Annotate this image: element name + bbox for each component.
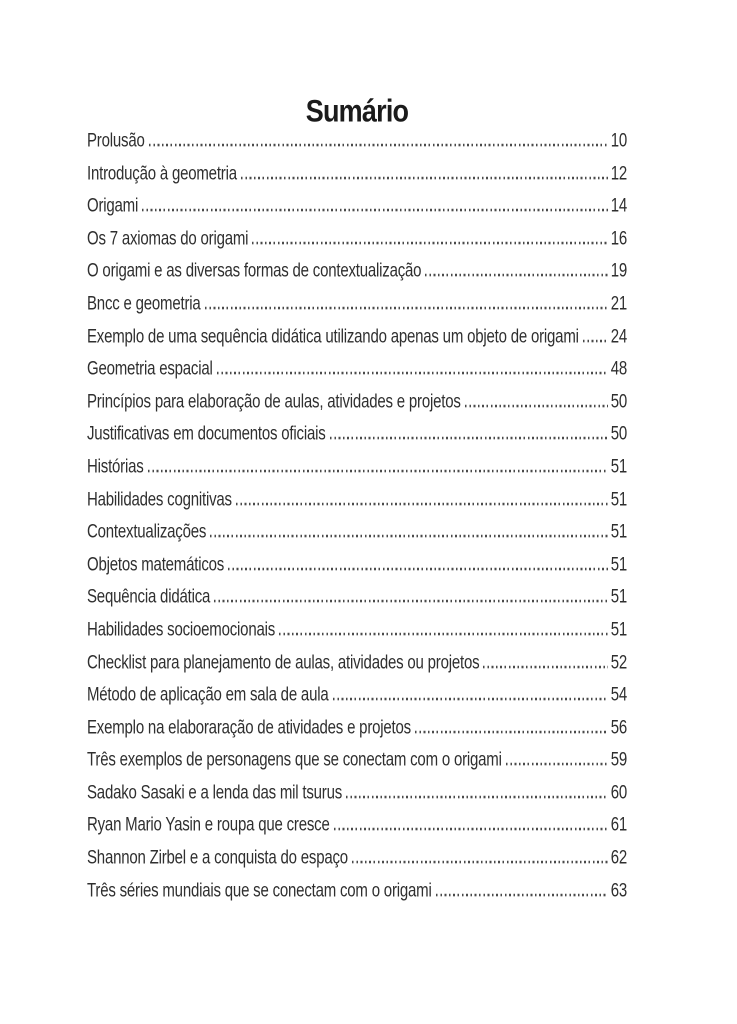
- toc-entry-page-number: 21: [610, 292, 627, 315]
- dot-leader: [236, 503, 608, 505]
- toc-entry-label: Geometria espacial: [87, 357, 213, 380]
- toc-entry-page-number: 51: [610, 488, 627, 510]
- dot-leader: [279, 633, 608, 635]
- dot-leader: [217, 372, 608, 374]
- toc-entry-label: Bncc e geometria: [87, 292, 201, 315]
- toc-entry-page-number: 63: [610, 879, 627, 902]
- dot-leader: [333, 698, 608, 700]
- dot-leader: [149, 144, 608, 146]
- toc-entry: [87, 869, 627, 911]
- dot-leader: [241, 177, 608, 179]
- toc-entry-page-number: 51: [610, 455, 627, 478]
- toc-entry-label: Contextualizações: [87, 520, 207, 543]
- toc-entry-label: Três séries mundiais que se conectam com o origami: [87, 879, 432, 902]
- toc-entry-page-number: 24: [610, 325, 627, 347]
- toc-entry-page-number: 62: [610, 846, 627, 869]
- toc-entry-label: Origami: [87, 194, 139, 217]
- toc-entry-label: Os 7 axiomas do origami: [87, 227, 249, 250]
- toc-entry-page-number: 51: [610, 553, 627, 576]
- dot-leader: [352, 861, 608, 863]
- dot-leader: [334, 829, 608, 831]
- dot-leader: [228, 568, 608, 570]
- toc-entry-page-number: 14: [610, 194, 627, 217]
- toc-entry-page-number: 12: [610, 162, 627, 185]
- toc-entry-page-number: 51: [610, 618, 627, 641]
- dot-leader: [252, 242, 607, 244]
- dot-leader: [483, 666, 607, 668]
- toc-entry-page-number: 56: [610, 716, 627, 739]
- toc-entry-page-number: 19: [610, 260, 627, 282]
- toc-entry-label: Princípios para elaboração de aulas, atividades e projetos: [87, 390, 461, 413]
- toc-entry-label: O origami e as diversas formas de contextualização: [87, 260, 422, 282]
- toc-entry-label: Habilidades cognitivas: [87, 488, 232, 510]
- toc-entry-label: Exemplo de uma sequência didática utilizando apenas um objeto de origami: [87, 325, 579, 347]
- toc-entry-label: Habilidades socioemocionais: [87, 618, 276, 641]
- dot-leader: [583, 340, 608, 342]
- dot-leader: [436, 894, 608, 896]
- dot-leader: [210, 535, 608, 537]
- toc-entry-page-number: 50: [610, 423, 627, 445]
- toc-entry-page-number: 48: [610, 357, 627, 380]
- page-title: Sumário: [305, 94, 409, 129]
- toc-entry-label: Sadako Sasaki e a lenda das mil tsurus: [87, 781, 343, 804]
- dot-leader: [330, 438, 608, 440]
- toc-entry-page-number: 59: [610, 748, 627, 771]
- dot-leader: [415, 731, 608, 733]
- toc-entry-label: Sequência didática: [87, 585, 211, 608]
- toc-entry-page-number: 52: [610, 651, 627, 673]
- toc-entry-page-number: 50: [610, 390, 627, 413]
- dot-leader: [506, 763, 608, 765]
- toc-entry-label: Histórias: [87, 455, 144, 478]
- dot-leader: [465, 405, 608, 407]
- dot-leader: [148, 470, 608, 472]
- dot-leader: [425, 275, 607, 277]
- toc-entry-page-number: 61: [610, 814, 627, 836]
- toc-entry-label: Introdução à geometria: [87, 162, 237, 185]
- toc-entry-page-number: 51: [610, 520, 627, 543]
- toc-list: [87, 124, 627, 906]
- dot-leader: [142, 209, 608, 211]
- toc-entry-label: Objetos matemáticos: [87, 553, 225, 576]
- toc-entry-page-number: 51: [610, 585, 627, 608]
- toc-entry-label: Exemplo na elaboraração de atividades e projetos: [87, 716, 411, 739]
- toc-entry-page-number: 16: [610, 227, 627, 250]
- toc-entry-label: Prolusão: [87, 129, 145, 152]
- dot-leader: [346, 796, 608, 798]
- toc-entry-label: Método de aplicação em sala de aula: [87, 683, 329, 706]
- toc-entry-label: Checklist para planejamento de aulas, atividades ou projetos: [87, 651, 480, 673]
- dot-leader: [205, 307, 608, 309]
- toc-entry-label: Ryan Mario Yasin e roupa que cresce: [87, 814, 330, 836]
- toc-entry-page-number: 10: [610, 129, 627, 152]
- toc-entry-label: Três exemplos de personagens que se conectam com o origami: [87, 748, 502, 771]
- toc-entry-label: Justificativas em documentos oficiais: [87, 423, 326, 445]
- toc-entry-label: Shannon Zirbel e a conquista do espaço: [87, 846, 348, 869]
- toc-entry-page-number: 60: [610, 781, 627, 804]
- dot-leader: [214, 600, 608, 602]
- toc-entry-page-number: 54: [610, 683, 627, 706]
